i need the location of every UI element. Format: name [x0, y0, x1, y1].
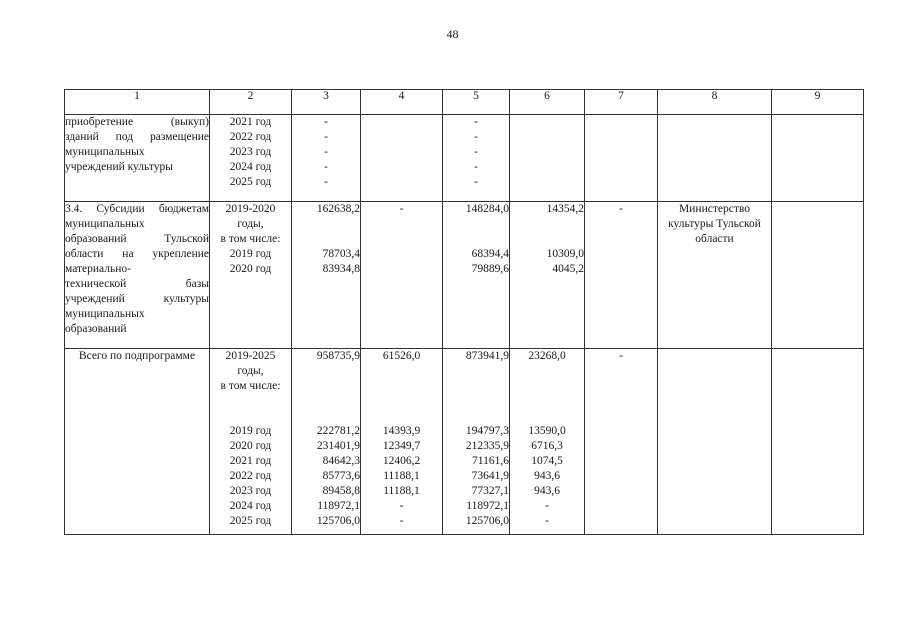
executor-line: Министерство [679, 203, 750, 215]
row2-col7 [585, 202, 658, 349]
page-number: 48 [446, 27, 459, 41]
value-cell: 194797,3 [465, 425, 509, 437]
year-label: 2023 год [229, 146, 272, 158]
value-cell: - [324, 131, 328, 143]
row2-description [65, 202, 210, 349]
value-cell: 78703,4 [322, 248, 360, 260]
total-value: 958735,9 [316, 350, 360, 362]
value-cell: 73641,9 [471, 470, 509, 482]
year-label: 2021 год [229, 116, 272, 128]
year-label: 2025 год [229, 515, 272, 527]
row1-col4 [361, 115, 443, 202]
header-col-4: 4 [361, 90, 443, 115]
row1-col3 [292, 115, 361, 202]
value-cell: 1074,5 [531, 455, 563, 467]
value-cell: 68394,4 [471, 248, 509, 260]
year-label: 2019 год [229, 248, 272, 260]
value-cell: - [474, 161, 478, 173]
row3-period [210, 349, 292, 535]
value-cell: - [324, 146, 328, 158]
row3-col8 [658, 349, 772, 535]
row1-desc-line: учреждений культуры [65, 161, 173, 173]
row1-col9 [772, 115, 864, 202]
table-row [65, 115, 864, 202]
header-col-6: 6 [510, 90, 585, 115]
row2-desc-line: технической базы [65, 278, 209, 290]
value-cell: - [474, 116, 478, 128]
total-value: 873941,9 [465, 350, 509, 362]
row2-desc-line: муниципальных [65, 218, 145, 230]
header-col-8: 8 [658, 90, 772, 115]
year-label: 2020 год [229, 440, 272, 452]
value-cell: 212335,9 [465, 440, 509, 452]
header-col-9: 9 [772, 90, 864, 115]
value-cell: 83934,8 [322, 263, 360, 275]
value-cell: - [324, 176, 328, 188]
value-cell: 12349,7 [382, 440, 421, 452]
value-cell: 12406,2 [382, 455, 421, 467]
total-label: Всего по подпрограмме [78, 350, 196, 362]
year-label: 2020 год [229, 263, 272, 275]
period-label: годы, [237, 365, 264, 377]
row1-description [65, 115, 210, 202]
value-cell: 85773,6 [322, 470, 360, 482]
value-cell: 6716,3 [531, 440, 563, 452]
value-cell: 84642,3 [322, 455, 360, 467]
executor-line: культуры Тульской [668, 218, 761, 230]
period-label: в том числе: [220, 233, 281, 245]
value-cell: - [619, 203, 623, 215]
row3-col7 [585, 349, 658, 535]
row1-col6 [510, 115, 585, 202]
row2-col6 [510, 202, 585, 349]
row2-desc-line: области на укрепление [65, 248, 209, 260]
year-label: 2019 год [229, 425, 272, 437]
header-row [65, 90, 864, 115]
value-cell: 79889,6 [471, 263, 509, 275]
header-col-7: 7 [585, 90, 658, 115]
value-cell: - [619, 350, 623, 362]
year-label: 2023 год [229, 485, 272, 497]
row3-col6 [510, 349, 585, 535]
year-label: 2025 год [229, 176, 272, 188]
year-label: 2021 год [229, 455, 272, 467]
row2-desc-line: материально- [65, 263, 131, 275]
value-cell: 4045,2 [552, 263, 584, 275]
header-col-1: 1 [65, 90, 210, 115]
value-cell: 14393,9 [382, 425, 421, 437]
row3-description [65, 349, 210, 535]
value-cell: 125706,0 [316, 515, 360, 527]
total-value: - [399, 203, 404, 215]
value-cell: 77327,1 [471, 485, 509, 497]
value-cell: 13590,0 [528, 425, 566, 437]
header-col-2: 2 [210, 90, 292, 115]
executor-line: области [695, 233, 734, 245]
total-value: 162638,2 [316, 203, 360, 215]
value-cell: 118972,1 [466, 500, 509, 512]
row1-desc-line: приобретение (выкуп) [65, 116, 209, 128]
value-cell: - [474, 131, 478, 143]
value-cell: 10309,0 [546, 248, 584, 260]
row1-desc-line: зданий под размещение [65, 131, 209, 143]
row1-col5 [443, 115, 510, 202]
value-cell: - [399, 500, 404, 512]
period-label: 2019-2020 [225, 203, 276, 215]
value-cell: 89458,8 [322, 485, 360, 497]
row2-col9 [772, 202, 864, 349]
value-cell: 11188,1 [383, 485, 420, 497]
program-table [64, 89, 864, 535]
row2-desc-line: учреждений культуры [65, 293, 209, 305]
table-row [65, 349, 864, 535]
period-label: 2019-2025 [225, 350, 276, 362]
total-value: 23268,0 [528, 350, 566, 362]
value-cell: - [324, 116, 328, 128]
value-cell: 222781,2 [316, 425, 360, 437]
period-label: годы, [237, 218, 264, 230]
value-cell: 231401,9 [316, 440, 360, 452]
value-cell: - [545, 515, 549, 527]
value-cell: 71161,6 [472, 455, 509, 467]
year-label: 2024 год [229, 500, 272, 512]
value-cell: 943,6 [534, 485, 560, 497]
row3-col4 [361, 349, 443, 535]
value-cell: 11188,1 [383, 470, 420, 482]
value-cell: 118972,1 [317, 500, 360, 512]
row2-desc-line: муниципальных [65, 308, 145, 320]
value-cell: 125706,0 [465, 515, 509, 527]
value-cell: 943,6 [534, 470, 560, 482]
row2-desc-line: образований Тульской [65, 233, 209, 245]
row3-col3 [292, 349, 361, 535]
row2-col4 [361, 202, 443, 349]
row2-desc-line: 3.4. Субсидии бюджетам [65, 203, 209, 215]
value-cell: - [474, 176, 478, 188]
row1-desc-line: муниципальных [65, 146, 145, 158]
year-label: 2022 год [229, 131, 272, 143]
row1-years [210, 115, 292, 202]
row2-col3 [292, 202, 361, 349]
row1-col8 [658, 115, 772, 202]
total-value: 148284,0 [465, 203, 509, 215]
total-value: 14354,2 [546, 203, 584, 215]
row2-period [210, 202, 292, 349]
year-label: 2022 год [229, 470, 272, 482]
year-label: 2024 год [229, 161, 272, 173]
value-cell: - [474, 146, 478, 158]
row1-col7 [585, 115, 658, 202]
table-row [65, 202, 864, 349]
value-cell: - [545, 500, 549, 512]
row3-col5 [443, 349, 510, 535]
row2-col8 [658, 202, 772, 349]
row2-desc-line: образований [65, 323, 127, 335]
value-cell: - [399, 515, 404, 527]
row2-col5 [443, 202, 510, 349]
total-value: 61526,0 [382, 350, 421, 362]
period-label: в том числе: [220, 380, 281, 392]
row3-col9 [772, 349, 864, 535]
value-cell: - [324, 161, 328, 173]
header-col-3: 3 [292, 90, 361, 115]
header-col-5: 5 [443, 90, 510, 115]
